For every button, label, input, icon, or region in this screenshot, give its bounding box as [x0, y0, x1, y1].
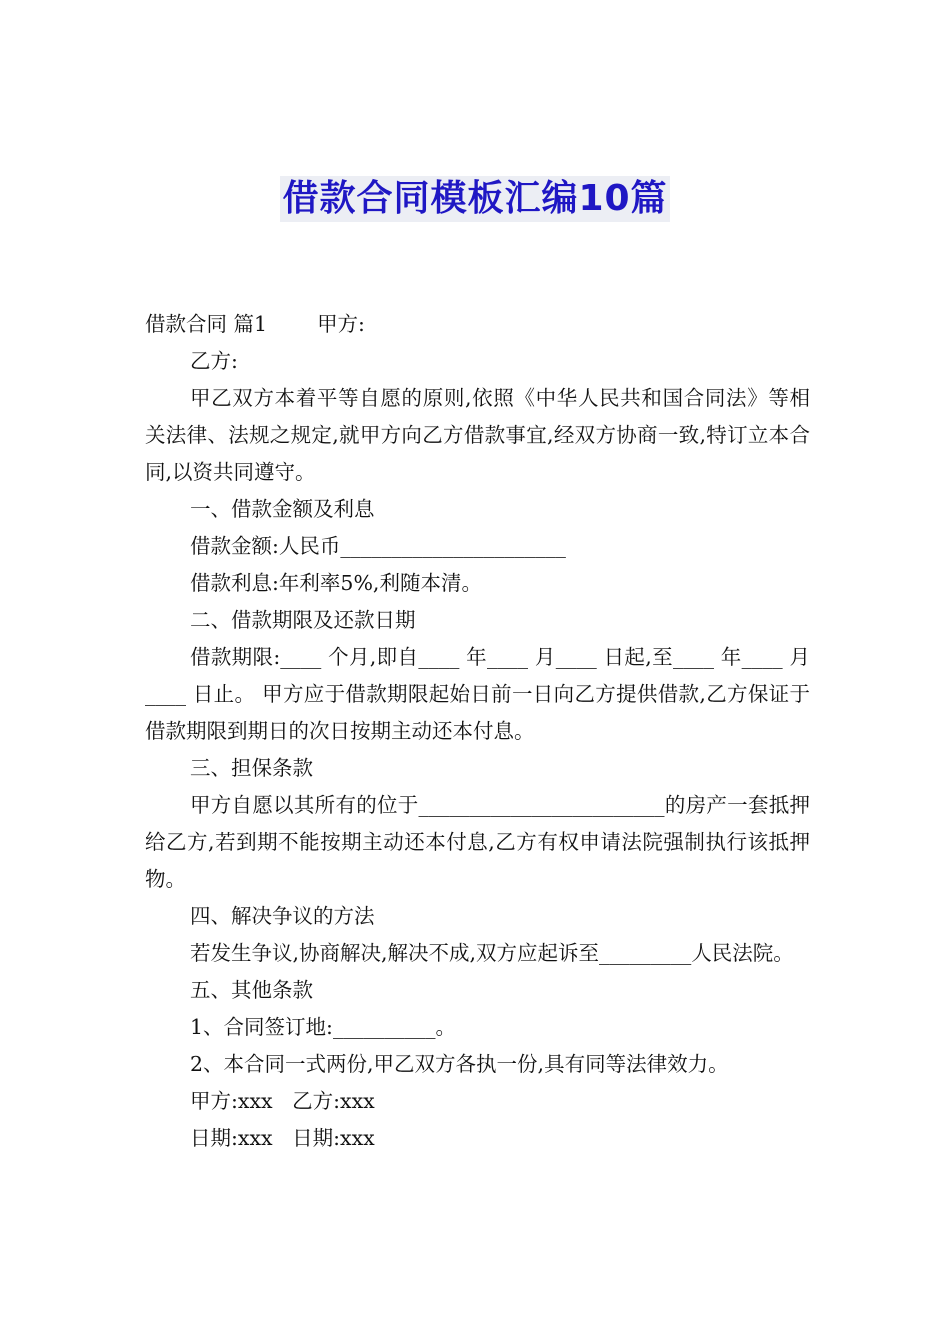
clause-heading-4: 四、解决争议的方法 — [190, 904, 375, 928]
loan-amount-line: 借款金额:人民币______________________ — [190, 534, 566, 558]
loan-interest-line: 借款利息:年利率5%,利随本清。 — [190, 571, 482, 595]
loan-term-paragraph: 借款期限:____ 个月,即自____ 年____ 月____ 日起,至____ 年____ 月____ 日止。 甲方应于借款期限起始日前一日向乙方提供借款,乙方保证于借款期限到期日的次日按期主动还本付息。 — [145, 645, 810, 743]
dispute-paragraph: 若发生争议,协商解决,解决不成,双方应起诉至_________人民法院。 — [190, 941, 794, 965]
clause-heading-2: 二、借款期限及还款日期 — [190, 608, 416, 632]
signing-place-line: 1、合同签订地:__________。 — [190, 1015, 456, 1039]
copies-line: 2、本合同一式两份,甲乙双方各执一份,具有同等法律效力。 — [190, 1052, 729, 1076]
document-body — [145, 306, 810, 1157]
clause-heading-1: 一、借款金额及利息 — [190, 497, 375, 521]
clause-heading-3: 三、担保条款 — [190, 756, 313, 780]
document-title: 借款合同模板汇编10篇 — [280, 176, 669, 222]
header-line — [145, 306, 810, 343]
section-heading-article-1: 借款合同 篇1 — [145, 312, 268, 336]
party-b-label: 乙方: — [190, 349, 238, 373]
title-container — [0, 176, 950, 222]
dates-line: 日期:xxx 日期:xxx — [190, 1126, 375, 1150]
guarantee-paragraph: 甲方自愿以其所有的位于________________________的房产一套抵押给乙方,若到期不能按期主动还本付息,乙方有权申请法院强制执行该抵押物。 — [145, 793, 810, 891]
party-a-label: 甲方: — [317, 312, 365, 336]
signatories-line: 甲方:xxx 乙方:xxx — [190, 1089, 375, 1113]
preamble-paragraph: 甲乙双方本着平等自愿的原则,依照《中华人民共和国合同法》等相关法律、法规之规定,就甲方向乙方借款事宜,经双方协商一致,特订立本合同,以资共同遵守。 — [145, 386, 810, 484]
clause-heading-5: 五、其他条款 — [190, 978, 313, 1002]
